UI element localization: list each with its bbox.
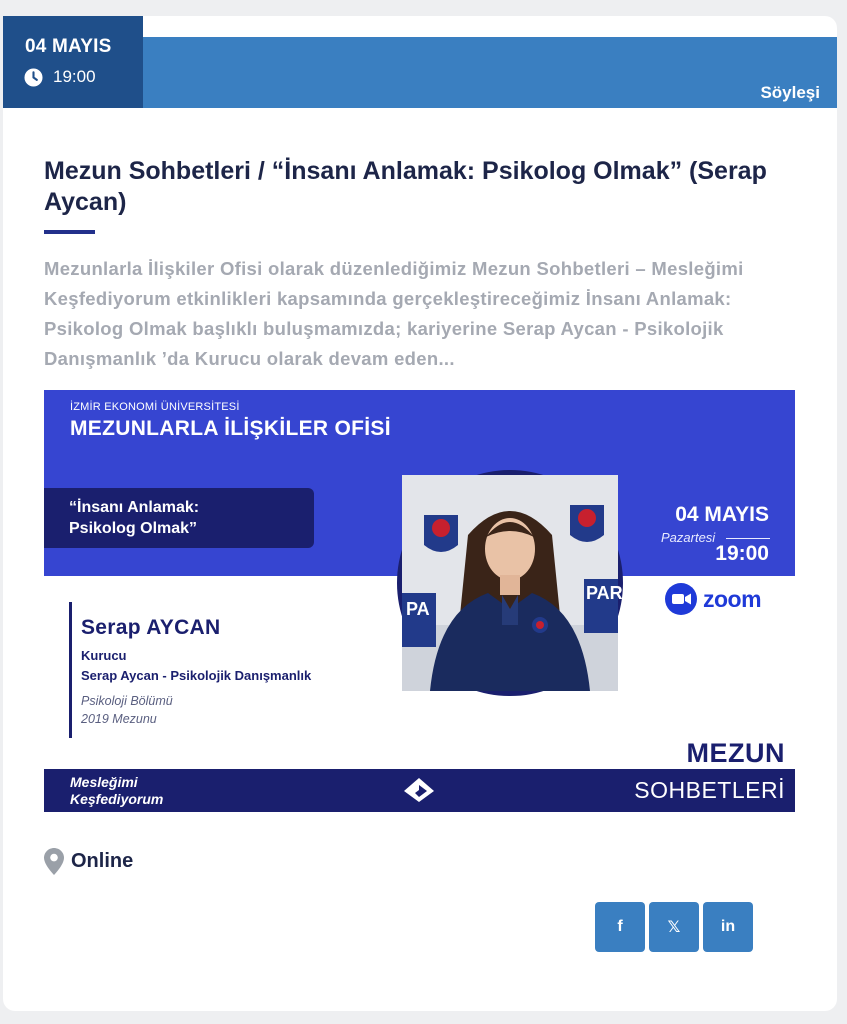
zoom-camera-icon (665, 583, 697, 615)
x-icon: 𝕏 (667, 919, 681, 936)
facebook-icon: f (617, 918, 623, 935)
poster-day: Pazartesi (661, 530, 716, 545)
svg-text:PAR: PAR (586, 583, 623, 603)
speaker-role: Kurucu (81, 648, 127, 663)
poster-brand-top: MEZUN (686, 738, 785, 768)
zoom-text: zoom (703, 585, 762, 612)
poster-topic (44, 488, 314, 548)
event-poster[interactable] (44, 390, 795, 812)
speaker-organization: Serap Aycan - Psikolojik Danışmanlık (81, 668, 312, 683)
poster-bottom-bar (44, 769, 795, 812)
event-time: 19:00 (53, 67, 96, 86)
poster-topic-line1: “İnsanı Anlamak: (69, 499, 200, 516)
speaker-graduation: 2019 Mezunu (81, 712, 157, 726)
event-title[interactable]: Mezun Sohbetleri / “İnsanı Anlamak: Psikolog Olmak” (Serap Aycan) (44, 157, 767, 216)
event-time-row (24, 67, 96, 87)
clock-icon (24, 68, 43, 87)
poster-office: MEZUNLARLA İLİŞKİLER OFİSİ (70, 417, 391, 440)
speaker-portrait-illustration (402, 475, 623, 691)
poster-date: 04 MAYIS (675, 503, 769, 526)
poster-brand-bottom: SOHBETLERİ (634, 777, 785, 803)
speaker-photo (397, 470, 623, 696)
event-description: Mezunlarla İlişkiler Ofisi olarak düzenlediğimiz Mezun Sohbetleri – Mesleğimi Keşfediyorum etkinlikleri kapsamında gerçekleştireceğimiz İnsanı Anlamak: Psikolog Olmak başlıklı buluşmamızda; kariyerine Serap Aycan - Psikolojik Danışmanlık ’da Kurucu olarak devam eden... (44, 258, 744, 369)
poster-topic-line2: Psikolog Olmak” (69, 520, 198, 537)
linkedin-icon: in (720, 918, 736, 935)
event-date: 04 MAYIS (25, 36, 112, 57)
event-card (3, 16, 837, 1011)
event-location (44, 848, 133, 875)
zoom-logo (665, 583, 761, 615)
share-linkedin-button[interactable] (703, 902, 753, 952)
speaker-department: Psikoloji Bölümü (81, 694, 173, 708)
speaker-name: Serap AYCAN (81, 616, 221, 639)
poster-day-divider (726, 538, 770, 539)
poster-university: İZMİR EKONOMİ ÜNİVERSİTESİ (70, 401, 240, 413)
event-date-box (3, 16, 143, 108)
share-facebook-button[interactable] (595, 902, 645, 952)
poster-time: 19:00 (715, 542, 769, 565)
series-line2: Keşfediyorum (70, 791, 164, 807)
psg-badge-right (570, 505, 604, 542)
title-underline (44, 230, 95, 234)
university-logo-icon (403, 777, 435, 803)
svg-text:PA: PA (406, 599, 430, 619)
psg-badge-left (424, 515, 458, 552)
share-x-button[interactable] (649, 902, 699, 952)
location-text: Online (71, 850, 134, 872)
series-line1: Mesleğimi (70, 774, 138, 790)
speaker-divider (69, 602, 72, 738)
map-pin-icon (44, 848, 64, 875)
event-category-label: Söyleşi (760, 83, 820, 102)
